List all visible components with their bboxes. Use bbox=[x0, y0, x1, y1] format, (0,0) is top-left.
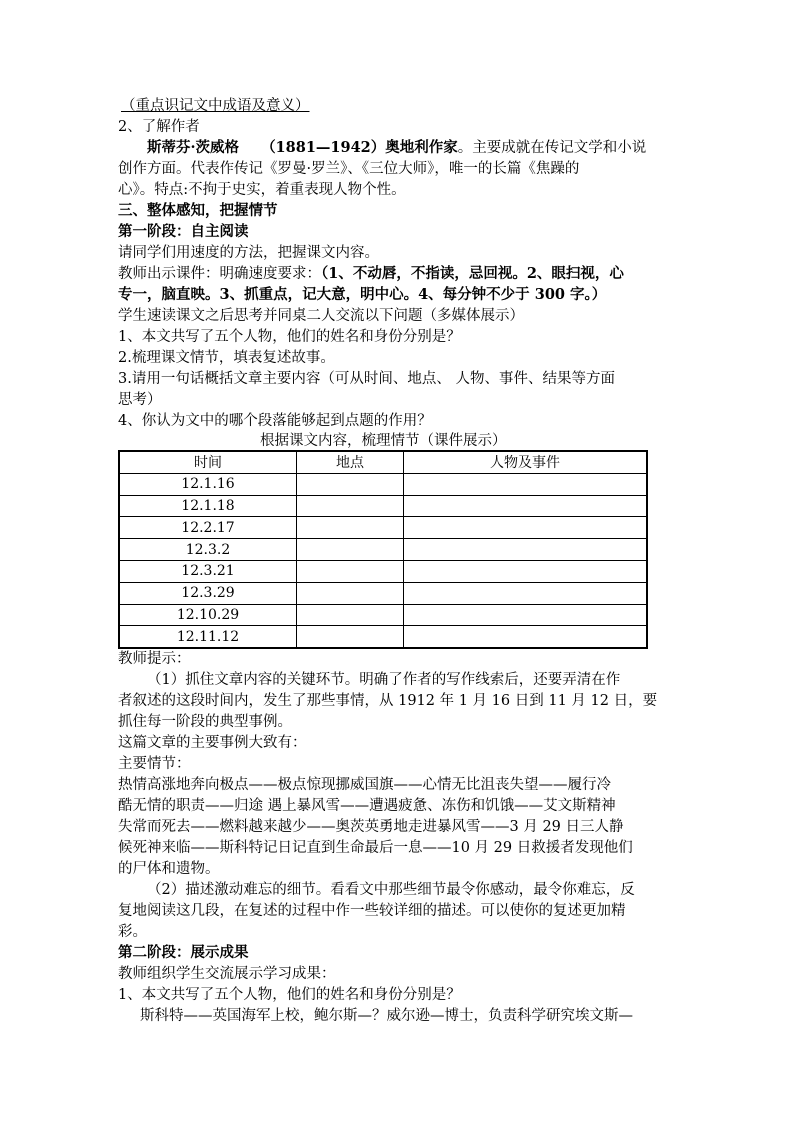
stage-two-heading: 第二阶段：展示成果 bbox=[118, 944, 249, 961]
cell-event bbox=[404, 626, 648, 648]
plot-line-5: 的尸体和遗物。 bbox=[118, 861, 220, 877]
hint-2-cont-a: 复地阅读这几段，在复述的过程中作一些较详细的描述。可以使你的复述更加精 bbox=[118, 903, 626, 919]
header-time: 时间 bbox=[119, 451, 297, 473]
main-plot-heading: 主要情节： bbox=[118, 756, 191, 772]
table-row bbox=[119, 604, 647, 626]
cell-event bbox=[404, 517, 648, 539]
cell-event bbox=[404, 582, 648, 604]
teacher-hint-heading: 教师提示： bbox=[118, 651, 191, 667]
plot-table bbox=[118, 450, 648, 649]
main-events-intro: 这篇文章的主要事例大致有： bbox=[118, 735, 307, 751]
author-intro-line bbox=[147, 138, 646, 158]
cell-time: 12.3.29 bbox=[119, 582, 297, 604]
plot-line-1: 热情高涨地奔向极点——极点惊现挪威国旗——心情无比沮丧失望——履行冷 bbox=[118, 777, 611, 793]
cell-time: 12.3.2 bbox=[119, 539, 297, 561]
cell-place bbox=[297, 560, 404, 582]
instruction-line: 请同学们用速度的方法，把握课文内容。 bbox=[118, 245, 379, 261]
speed-requirement-rules-cont: 专一，脑直映。3、抓重点，记大意，明中心。4、每分钟不少于 300 字。） bbox=[118, 286, 607, 303]
speed-requirement-intro: 教师出示课件：明确速度要求： bbox=[118, 266, 321, 282]
author-achievement: 。主要成就在传记文学和小说 bbox=[457, 140, 647, 156]
table-row bbox=[119, 560, 647, 582]
header-place: 地点 bbox=[297, 451, 404, 473]
speed-requirement-rules: （1、不动唇，不指读，忌回视。2、眼扫视，心 bbox=[321, 265, 624, 282]
hint-2: （2）描述激动难忘的细节。看看文中那些细节最令你感动，最令你难忘，反 bbox=[147, 882, 635, 898]
table-row bbox=[119, 517, 647, 539]
plot-line-4: 候死神来临——斯科特记日记直到生命最后一息——10 月 29 日救援者发现他们 bbox=[118, 840, 633, 856]
hint-1: （1）抓住文章内容的关键环节。明确了作者的写作线索后，还要弄清在作 bbox=[147, 672, 621, 688]
cell-event bbox=[404, 539, 648, 561]
cell-event bbox=[404, 495, 648, 517]
plot-line-2: 酷无情的职责——归途 遇上暴风雪——遭遇疲惫、冻伤和饥饿——艾文斯精神 bbox=[118, 798, 616, 814]
cell-place bbox=[297, 539, 404, 561]
table-header-row bbox=[119, 451, 647, 473]
author-works-line: 创作方面。代表作传记《罗曼·罗兰》、《三位大师》，唯一的长篇《焦躁的 bbox=[118, 161, 580, 177]
author-features-line: 心》。特点:不拘于史实，着重表现人物个性。 bbox=[118, 182, 406, 198]
section-heading-overview: 三、整体感知，把握情节 bbox=[118, 202, 278, 219]
hint-2-cont-b: 彩。 bbox=[118, 924, 147, 940]
table-row bbox=[119, 495, 647, 517]
table-row bbox=[119, 582, 647, 604]
table-row bbox=[119, 539, 647, 561]
header-people-events: 人物及事件 bbox=[404, 451, 648, 473]
cell-event bbox=[404, 560, 648, 582]
speed-requirement-line bbox=[118, 264, 624, 284]
cell-time: 12.1.16 bbox=[119, 473, 297, 495]
question-2: 2.梳理课文情节，填表复述故事。 bbox=[118, 350, 335, 366]
cell-time: 12.2.17 bbox=[119, 517, 297, 539]
cell-place bbox=[297, 495, 404, 517]
plot-line-3: 失常而死去——燃料越来越少——奥茨英勇地走进暴风雪——3 月 29 日三人静 bbox=[118, 819, 624, 835]
stage-one-heading: 第一阶段：自主阅读 bbox=[118, 223, 249, 240]
author-name: 斯蒂芬·茨威格 bbox=[147, 139, 240, 156]
author-years: （1881—1942）奥地利作家 bbox=[261, 139, 458, 156]
cell-event bbox=[404, 604, 648, 626]
share-results-line: 教师组织学生交流展示学习成果： bbox=[118, 966, 336, 982]
cell-event bbox=[404, 473, 648, 495]
cell-place bbox=[297, 604, 404, 626]
question-3-cont: 思考） bbox=[118, 392, 162, 408]
table-row bbox=[119, 626, 647, 648]
answer-question-1: 1、本文共写了五个人物，他们的姓名和身份分别是？ bbox=[118, 987, 461, 1003]
cell-time: 12.10.29 bbox=[119, 604, 297, 626]
cell-place bbox=[297, 582, 404, 604]
answer-characters: 斯科特——英国海军上校，鲍尔斯—？威尔逊—博士，负责科学研究埃文斯— bbox=[140, 1008, 633, 1024]
hint-1-cont-a: 者叙述的这段时间内，发生了那些事情，从 1912 年 1 月 16 日到 11 月 12 日，要 bbox=[118, 693, 658, 709]
cell-place bbox=[297, 517, 404, 539]
cell-place bbox=[297, 473, 404, 495]
discussion-intro: 学生速读课文之后思考并同桌二人交流以下问题（多媒体展示） bbox=[118, 308, 524, 324]
question-4: 4、你认为文中的哪个段落能够起到点题的作用？ bbox=[118, 413, 432, 429]
note-line: （重点识记文中成语及意义） bbox=[121, 98, 310, 114]
question-1: 1、本文共写了五个人物，他们的姓名和身份分别是？ bbox=[118, 329, 461, 345]
table-row bbox=[119, 473, 647, 495]
cell-place bbox=[297, 626, 404, 648]
hint-1-cont-b: 抓住每一阶段的典型事例。 bbox=[118, 714, 292, 730]
table-caption: 根据课文内容，梳理情节（课件展示） bbox=[260, 433, 507, 449]
section-heading-author: 2、了解作者 bbox=[118, 119, 200, 135]
question-3: 3.请用一句话概括文章主要内容（可从时间、地点、 人物、事件、结果等方面 bbox=[118, 371, 615, 387]
cell-time: 12.11.12 bbox=[119, 626, 297, 648]
cell-time: 12.1.18 bbox=[119, 495, 297, 517]
cell-time: 12.3.21 bbox=[119, 560, 297, 582]
